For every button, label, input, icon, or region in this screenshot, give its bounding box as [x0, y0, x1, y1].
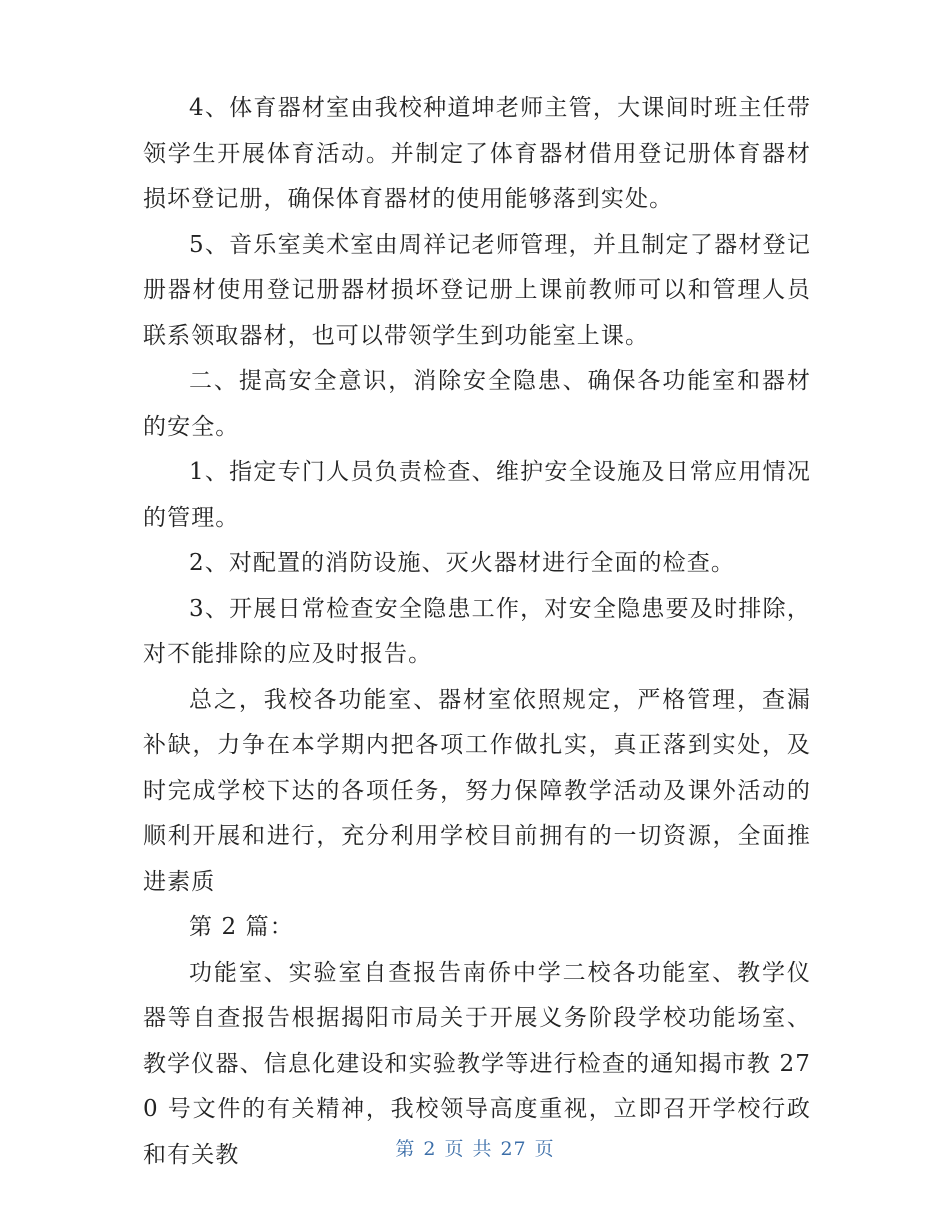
paragraph-safety-1: 1、指定专门人员负责检查、维护安全设施及日常应用情况的管理。 [143, 459, 811, 531]
paragraph-part-2-intro: 功能室、实验室自查报告南侨中学二校各功能室、教学仪器等自查报告根据揭阳市局关于开展义务阶段学校功能场室、教学仪器、信息化建设和实验教学等进行检查的通知揭市教 270 号文件的有关精神，我校领导高度重视，立即召开学校行政和有关教 [143, 959, 811, 1168]
paragraph-item-4: 4、体育器材室由我校种道坤老师主管，大课间时班主任带领学生开展体育活动。并制定了体育器材借用登记册体育器材损坏登记册，确保体育器材的使用能够落到实处。 [143, 95, 811, 212]
footer-label-ye-end: 页 [534, 1138, 555, 1160]
document-body [143, 86, 811, 1178]
section-heading-safety: 二、提高安全意识，消除安全隐患、确保各功能室和器材的安全。 [143, 368, 811, 440]
paragraph-summary: 总之，我校各功能室、器材室依照规定，严格管理，查漏补缺，力争在本学期内把各项工作做扎实，真正落到实处，及时完成学校下达的各项任务，努力保障教学活动及课外活动的顺利开展和进行，充分利用学校目前拥有的一切资源，全面推进素质 [143, 686, 811, 895]
page-footer [0, 1134, 950, 1161]
paragraph-item-5: 5、音乐室美术室由周祥记老师管理，并且制定了器材登记册器材使用登记册器材损坏登记册上课前教师可以和管理人员联系领取器材，也可以带领学生到功能室上课。 [143, 231, 811, 349]
article-heading-part-2: 第 2 篇： [189, 914, 294, 940]
paragraph-safety-3: 3、开展日常检查安全隐患工作，对安全隐患要及时排除，对不能排除的应及时报告。 [143, 595, 811, 667]
footer-total-pages: 27 [500, 1138, 527, 1160]
footer-label-gong: 共 [472, 1138, 493, 1160]
footer-label-ye: 页 [444, 1138, 465, 1160]
footer-page-number: 2 [423, 1138, 437, 1160]
footer-label-di: 第 [395, 1138, 416, 1160]
paragraph-safety-2: 2、对配置的消防设施、灭火器材进行全面的检查。 [189, 550, 735, 576]
